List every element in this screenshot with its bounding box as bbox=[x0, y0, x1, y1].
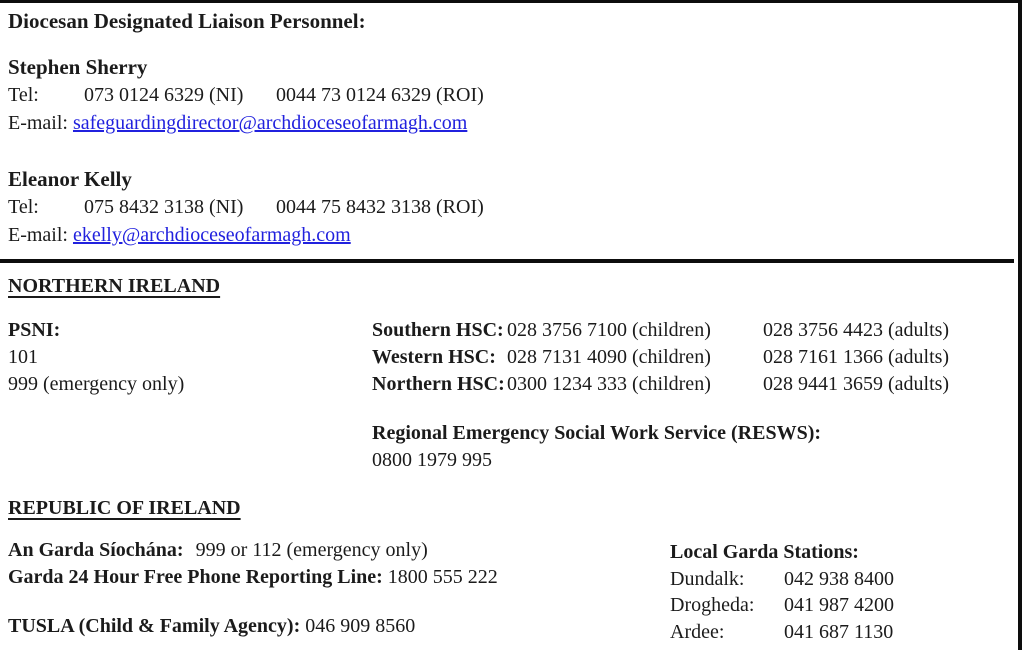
psni-block bbox=[8, 317, 184, 398]
hsc-label: Southern HSC: bbox=[372, 319, 504, 341]
republic-of-ireland-heading: REPUBLIC OF IRELAND bbox=[8, 497, 241, 519]
page-title: Diocesan Designated Liaison Personnel: bbox=[8, 9, 366, 33]
garda-number: 999 or 112 (emergency only) bbox=[195, 539, 428, 561]
hsc-contacts-block bbox=[372, 317, 949, 398]
garda-line bbox=[8, 537, 498, 564]
hsc-label: Western HSC: bbox=[372, 346, 496, 368]
psni-label: PSNI: bbox=[8, 319, 61, 341]
hsc-adults-number: 028 9441 3659 (adults) bbox=[763, 373, 950, 395]
contact-tel-row bbox=[8, 81, 484, 109]
station-name: Drogheda: bbox=[670, 594, 755, 616]
hsc-children-number: 028 7131 4090 (children) bbox=[507, 346, 711, 368]
contact-name: Stephen Sherry bbox=[8, 55, 148, 79]
hsc-children-number: 028 3756 7100 (children) bbox=[507, 319, 711, 341]
tel-number-roi: 0044 75 8432 3138 (ROI) bbox=[276, 196, 484, 218]
hsc-children-number: 0300 1234 333 (children) bbox=[507, 373, 711, 395]
station-row-ardee bbox=[670, 619, 894, 646]
email-link[interactable]: ekelly@archdioceseofarmagh.com bbox=[72, 224, 351, 246]
psni-number-999: 999 (emergency only) bbox=[8, 373, 185, 395]
page-right-border bbox=[1018, 0, 1022, 650]
hsc-adults-number: 028 3756 4423 (adults) bbox=[763, 319, 950, 341]
hsc-row-northern bbox=[372, 371, 949, 398]
tel-number-ni: 075 8432 3138 (NI) bbox=[84, 196, 244, 218]
resws-block bbox=[372, 420, 821, 474]
station-name: Dundalk: bbox=[670, 567, 745, 590]
tel-number-roi: 0044 73 0124 6329 (ROI) bbox=[276, 84, 484, 106]
email-link[interactable]: safeguardingdirector@archdioceseofarmagh.com bbox=[72, 112, 468, 134]
tel-label: Tel: bbox=[8, 196, 39, 218]
local-garda-stations-block bbox=[670, 539, 894, 645]
garda-reporting-number: 1800 555 222 bbox=[387, 566, 498, 588]
garda-reporting-line bbox=[8, 564, 498, 591]
hsc-adults-number: 028 7161 1366 (adults) bbox=[763, 346, 950, 368]
hsc-row-southern bbox=[372, 317, 949, 344]
station-phone: 042 938 8400 bbox=[784, 567, 894, 590]
tusla-line bbox=[8, 615, 415, 638]
contact-tel-row bbox=[8, 193, 484, 221]
contact-email-row bbox=[8, 221, 484, 249]
tusla-label: TUSLA (Child & Family Agency): bbox=[8, 615, 301, 637]
resws-number: 0800 1979 995 bbox=[372, 449, 492, 471]
station-phone: 041 987 4200 bbox=[784, 594, 894, 616]
station-row-drogheda bbox=[670, 592, 894, 619]
station-name: Ardee: bbox=[670, 620, 725, 643]
contact-email-row bbox=[8, 109, 484, 137]
email-label: E-mail: bbox=[8, 224, 68, 246]
local-garda-stations-heading: Local Garda Stations: bbox=[670, 541, 859, 563]
tel-number-ni: 073 0124 6329 (NI) bbox=[84, 84, 244, 106]
hsc-label: Northern HSC: bbox=[372, 373, 505, 395]
station-row-dundalk bbox=[670, 566, 894, 593]
tusla-number: 046 909 8560 bbox=[305, 615, 416, 637]
contact-name: Eleanor Kelly bbox=[8, 167, 132, 191]
contact-block-eleanor-kelly bbox=[8, 165, 484, 249]
page-top-border bbox=[0, 0, 1022, 3]
roi-emergency-lines bbox=[8, 537, 498, 591]
tel-label: Tel: bbox=[8, 84, 39, 106]
section-divider-line bbox=[0, 259, 1014, 263]
hsc-row-western bbox=[372, 344, 949, 371]
garda-label: An Garda Síochána: bbox=[8, 539, 184, 561]
garda-reporting-label: Garda 24 Hour Free Phone Reporting Line: bbox=[8, 566, 383, 588]
email-label: E-mail: bbox=[8, 112, 68, 134]
station-phone: 041 687 1130 bbox=[784, 620, 894, 643]
contact-block-stephen-sherry bbox=[8, 53, 484, 137]
northern-ireland-heading: NORTHERN IRELAND bbox=[8, 275, 221, 297]
psni-number-101: 101 bbox=[8, 346, 38, 368]
resws-label: Regional Emergency Social Work Service (RESWS): bbox=[372, 422, 822, 444]
